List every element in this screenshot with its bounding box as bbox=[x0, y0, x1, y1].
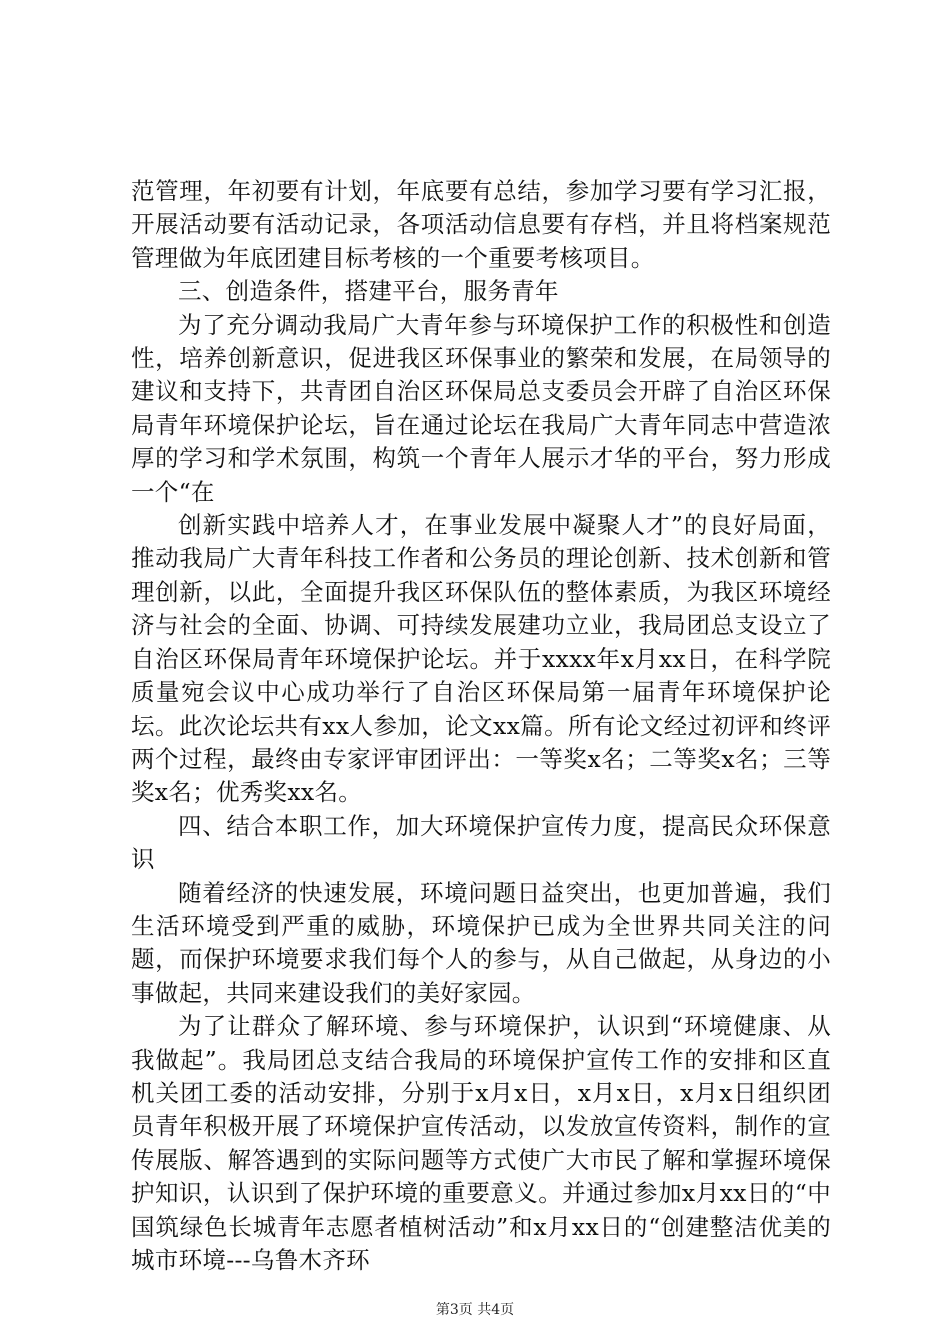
paragraph-2: 为了充分调动我局广大青年参与环境保护工作的积极性和创造性，培养创新意识，促进我区环保事业的繁荣和发展，在局领导的建议和支持下，共青团自治区环保局总支委员会开辟了自治区环保局青年环境保护论坛，旨在通过论坛在我局广大青年同志中营造浓厚的学习和学术氛围，构筑一个青年人展示才华的平台，努力形成一个“在 bbox=[131, 310, 831, 506]
paragraph-1: 范管理，年初要有计划，年底要有总结，参加学习要有学习汇报，开展活动要有活动记录，各项活动信息要有存档，并且将档案规范管理做为年底团建目标考核的一个重要考核项目。 bbox=[131, 177, 831, 272]
paragraph-4: 随着经济的快速发展，环境问题日益突出，也更加普遍，我们生活环境受到严重的威胁，环境保护已成为全世界共同关注的问题，而保护环境要求我们每个人的参与，从自己做起，从身边的小事做起，共同来建设我们的美好家园。 bbox=[131, 878, 831, 1007]
section-heading-4: 四、结合本职工作，加大环境保护宣传力度，提高民众环保意识 bbox=[131, 811, 831, 874]
page-footer: 第3页 共4页 bbox=[435, 1302, 515, 1318]
document-body bbox=[131, 175, 831, 1277]
paragraph-3: 创新实践中培养人才，在事业发展中凝聚人才”的良好局面，推动我局广大青年科技工作者和公务员的理论创新、技术创新和管理创新，以此，全面提升我区环保队伍的整体素质，为我区环境经济与社会的全面、协调、可持续发展建功立业，我局团总支设立了自治区环保局青年环境保护论坛。并于xxxx年x月xx日，在科学院质量宛会议中心成功举行了自治区环保局第一届青年环境保护论坛。此次论坛共有xx人参加，论文xx篇。所有论文经过初评和终评两个过程，最终由专家评审团评出：一等奖x名；二等奖x名；三等奖x名；优秀奖xx名。 bbox=[131, 511, 831, 807]
section-heading-3: 三、创造条件，搭建平台，服务青年 bbox=[178, 277, 559, 306]
paragraph-5: 为了让群众了解环境、参与环境保护，认识到“环境健康、从我做起”。我局团总支结合我局的环境保护宣传工作的安排和区直机关团工委的活动安排，分别于x月x日，x月x日，x月x日组织团员青年积极开展了环境保护宣传活动，以发放宣传资料，制作的宣传展版、解答遇到的实际问题等方式使广大市民了解和掌握环境保护知识，认识到了保护环境的重要意义。并通过参加x月xx日的“中国筑绿色长城青年志愿者植树活动”和x月xx日的“创建整洁优美的城市环境---乌鲁木齐环 bbox=[131, 1012, 831, 1274]
